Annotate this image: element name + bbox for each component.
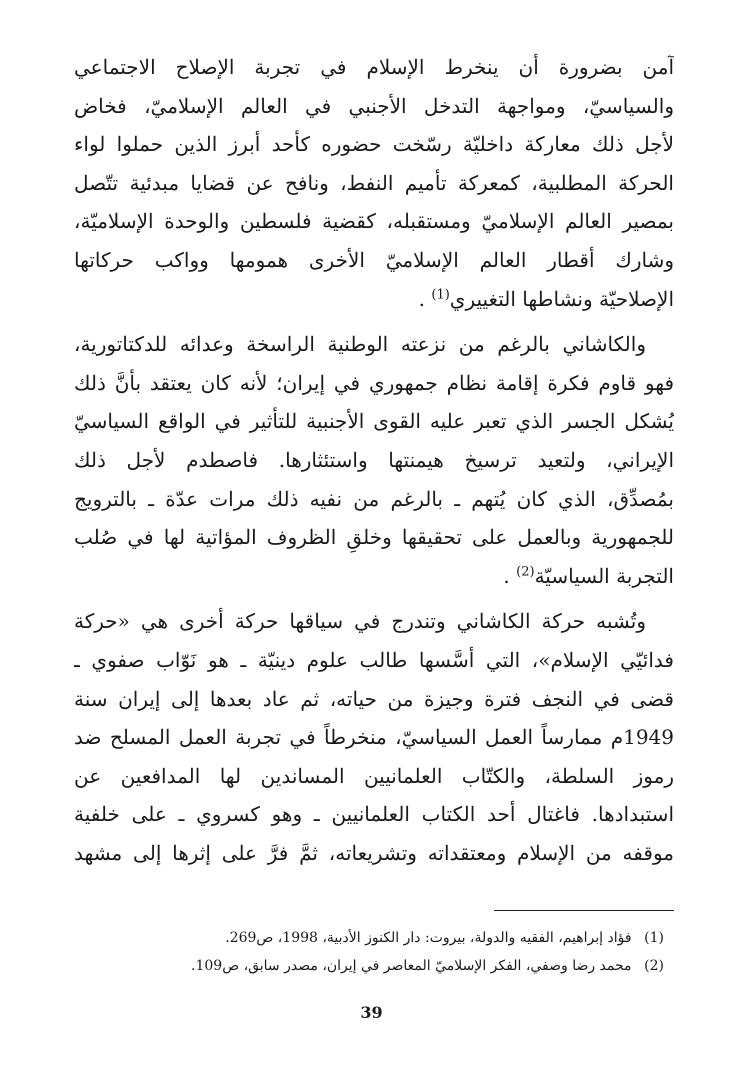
text-fragment: . bbox=[418, 286, 425, 311]
footnote-1 bbox=[74, 924, 674, 952]
text-line: قضى في النجف فترة وجيزة من حياته، ثم عاد بعدها إلى إيران سنة bbox=[74, 686, 674, 711]
footnote-divider bbox=[494, 910, 674, 911]
text-line: آمن بضرورة أن ينخرط الإسلام في تجربة الإصلاح الاجتماعي bbox=[74, 55, 674, 79]
paragraph-2 bbox=[74, 325, 674, 595]
text-line: رموز السلطة، والكتّاب العلمانيين المساندين لها المدافعين عن bbox=[74, 763, 674, 788]
text-line: والكاشاني بالرغم من نزعته الوطنية الراسخة وعدائه للدكتاتورية، bbox=[74, 332, 646, 357]
text-line: بمصير العالم الإسلاميّ ومستقبله، كقضية فلسطين والوحدة الإسلاميّة، bbox=[74, 209, 674, 234]
footnote-number: (1) bbox=[644, 930, 664, 946]
text-line: 1949م ممارساً العمل السياسيّ، منخرطاً في تجربة العمل المسلح ضد bbox=[74, 725, 674, 750]
footnote-ref: (2) bbox=[516, 564, 535, 580]
text-line: والسياسيّ، ومواجهة التدخل الأجنبي في العالم الإسلاميّ، فخاض bbox=[74, 93, 674, 118]
footnote-text: محمد رضا وصفي، الفكر الإسلاميّ المعاصر في إيران، مصدر سابق، ص109. bbox=[191, 958, 632, 974]
page-number: 39 bbox=[360, 1003, 383, 1022]
text-line: فهو قاوم فكرة إقامة نظام جمهوري في إيران؛ لأنه كان يعتقد بأنَّ ذلك bbox=[74, 370, 674, 395]
paragraph-1 bbox=[74, 48, 674, 318]
text-line: فدائيّي الإسلام»، التي أسَّسها طالب علوم دينيّة ـ هو نَوّاب صفوي ـ bbox=[74, 647, 674, 672]
footnote-ref: (1) bbox=[431, 286, 450, 302]
text-line: يُشكل الجسر الذي تعبر عليه القوى الأجنبية للتأثير في الواقع السياسيّ bbox=[74, 409, 674, 434]
footnote-number: (2) bbox=[644, 958, 664, 974]
text-line: وتُشبه حركة الكاشاني وتندرج في سياقها حركة أخرى هي «حركة bbox=[74, 609, 646, 634]
text-line: استبدادها. فاغتال أحد الكتاب العلمانيين ـ وهو كسروي ـ على خلفية bbox=[74, 802, 674, 827]
text-line-last bbox=[74, 557, 674, 596]
footnote-text: فؤاد إبراهيم، الفقيه والدولة، بيروت: دار الكنوز الأدبية، 1998، ص269. bbox=[225, 930, 632, 946]
text-line: لأجل ذلك معاركة داخليّة رسّخت حضوره كأحد أبرز الذين حملوا لواء bbox=[74, 132, 674, 157]
text-line: بمُصدِّق، الذي كان يُتهم ـ بالرغم من نفيه ذلك مرات عدّة ـ بالترويج bbox=[74, 486, 674, 511]
text-line: وشارك أقطار العالم الإسلاميّ الأخرى همومها وواكب حركاتها bbox=[74, 247, 674, 272]
text-line: الحركة المطلبية، كمعركة تأميم النفط، ونافح عن قضايا مبدئية تتّصل bbox=[74, 170, 674, 195]
text-fragment: . bbox=[503, 563, 510, 588]
page-body bbox=[74, 48, 674, 974]
text-line: للجمهورية وبالعمل على تحقيقها وخلقِ الظروف المؤاتية لها في صُلب bbox=[74, 525, 674, 550]
footnotes bbox=[74, 924, 674, 980]
text-line-last bbox=[74, 280, 674, 319]
text-line: الإيراني، ولتعيد ترسيخ هيمنتها واستئثارها. فاصطدم لأجل ذلك bbox=[74, 447, 674, 472]
footnote-2 bbox=[74, 952, 674, 980]
text-line: موقفه من الإسلام ومعتقداته وتشريعاته، ثمَّ فرَّ على إثرها إلى مشهد bbox=[74, 840, 674, 865]
paragraph-3 bbox=[74, 602, 674, 872]
text-fragment: الإصلاحيّة ونشاطها التغييري bbox=[449, 286, 674, 311]
text-fragment: التجربة السياسيّة bbox=[534, 563, 674, 588]
